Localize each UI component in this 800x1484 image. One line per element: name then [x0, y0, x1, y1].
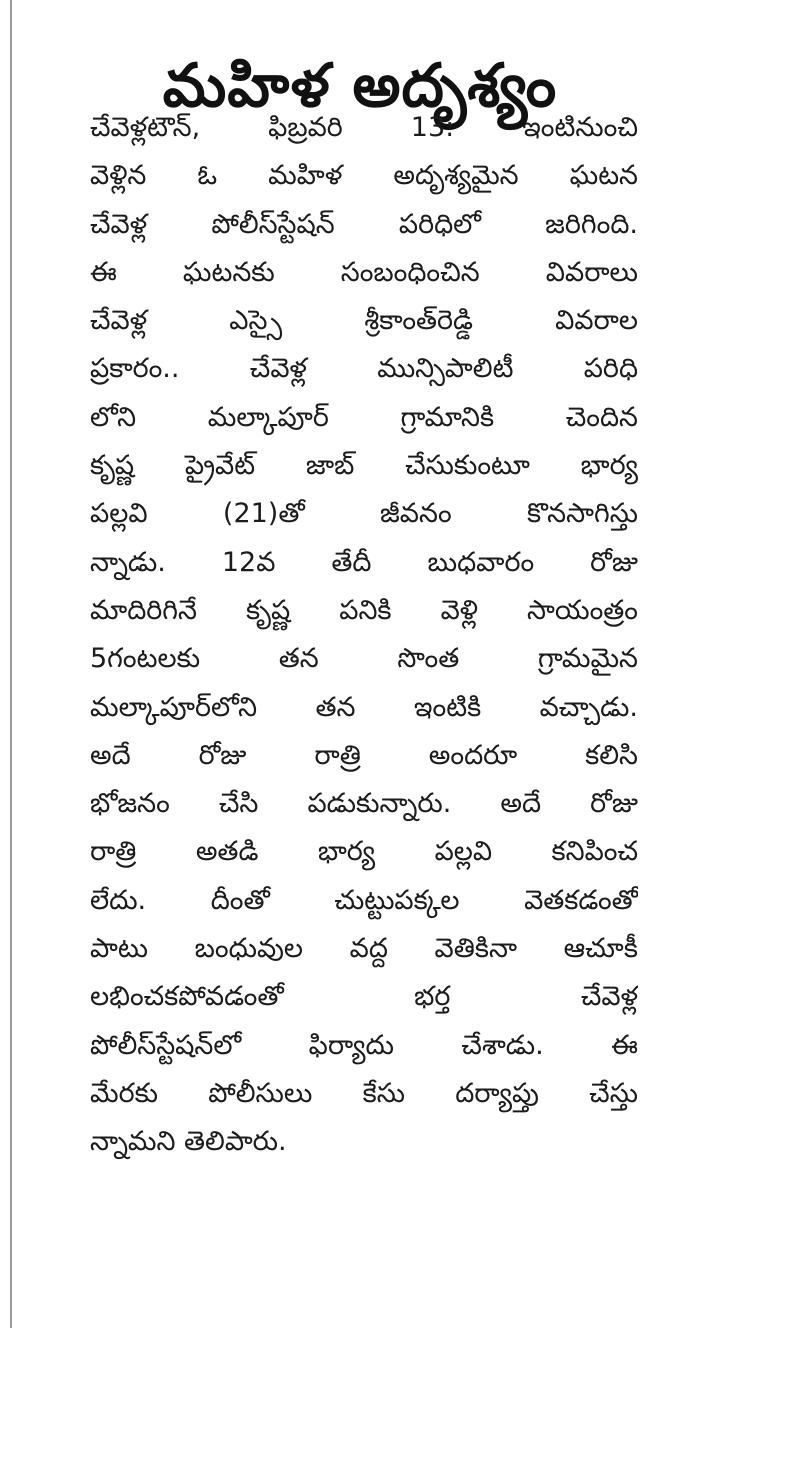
article-line: న్నాడు. 12వ తేదీ బుధవారం రోజు	[90, 546, 638, 578]
article-line: కృష్ణ ప్రైవేట్ జాబ్ చేసుకుంటూ భార్య	[90, 450, 638, 482]
article-line: వెళ్లిన ఓ మహిళ అదృశ్యమైన ఘటన	[90, 160, 638, 192]
article-line: అదే రోజు రాత్రి అందరూ కలిసి	[90, 739, 638, 771]
article-line: మేరకు పోలీసులు కేసు దర్యాప్తు చేస్తు	[90, 1077, 638, 1109]
article-line: చేవెళ్ల పోలీస్‌స్టేషన్ పరిధిలో జరిగింది.	[90, 208, 638, 240]
column-divider	[10, 0, 12, 1328]
article-line: పల్లవి (21)తో జీవనం కొనసాగిస్తు	[90, 498, 638, 530]
article-line: పోలీస్‌స్టేషన్‌లో ఫిర్యాదు చేశాడు. ఈ	[90, 1029, 638, 1061]
article-line: లేదు. దీంతో చుట్టుపక్కల వెతకడంతో	[90, 884, 638, 916]
headline: మహిళ అదృశ్యం	[162, 51, 558, 122]
article-line: భోజనం చేసి పడుకున్నారు. అదే రోజు	[90, 788, 638, 820]
article-line: లభించకపోవడంతో భర్త చేవెళ్ల	[90, 981, 638, 1013]
article-line: ఈ ఘటనకు సంబంధించిన వివరాలు	[90, 256, 638, 288]
article-body	[90, 104, 638, 1167]
article-line: చేవెళ్లటౌన్, ఫిబ్రవరి 13: ఇంటినుంచి	[90, 112, 638, 143]
article-line: రాత్రి అతడి భార్య పల్లవి కనిపించ	[90, 836, 638, 868]
article-line: లోని మల్కాపూర్ గ్రామానికి చెందిన	[90, 401, 638, 433]
article-line: మల్కాపూర్‌లోని తన ఇంటికి వచ్చాడు.	[90, 691, 638, 723]
article-line: న్నామని తెలిపారు.	[90, 1126, 287, 1158]
article-line: మాదిరిగినే కృష్ణ పనికి వెళ్లి సాయంత్రం	[90, 594, 638, 626]
article-line: 5గంటలకు తన సొంత గ్రామమైన	[90, 643, 638, 675]
article-line: పాటు బంధువుల వద్ద వెతికినా ఆచూకీ	[90, 933, 638, 965]
article-line: చేవెళ్ల ఎస్సై శ్రీకాంత్‌రెడ్డి వివరాల	[90, 305, 638, 337]
article-line: ప్రకారం.. చేవెళ్ల మున్సిపాలిటీ పరిధి	[90, 353, 638, 385]
